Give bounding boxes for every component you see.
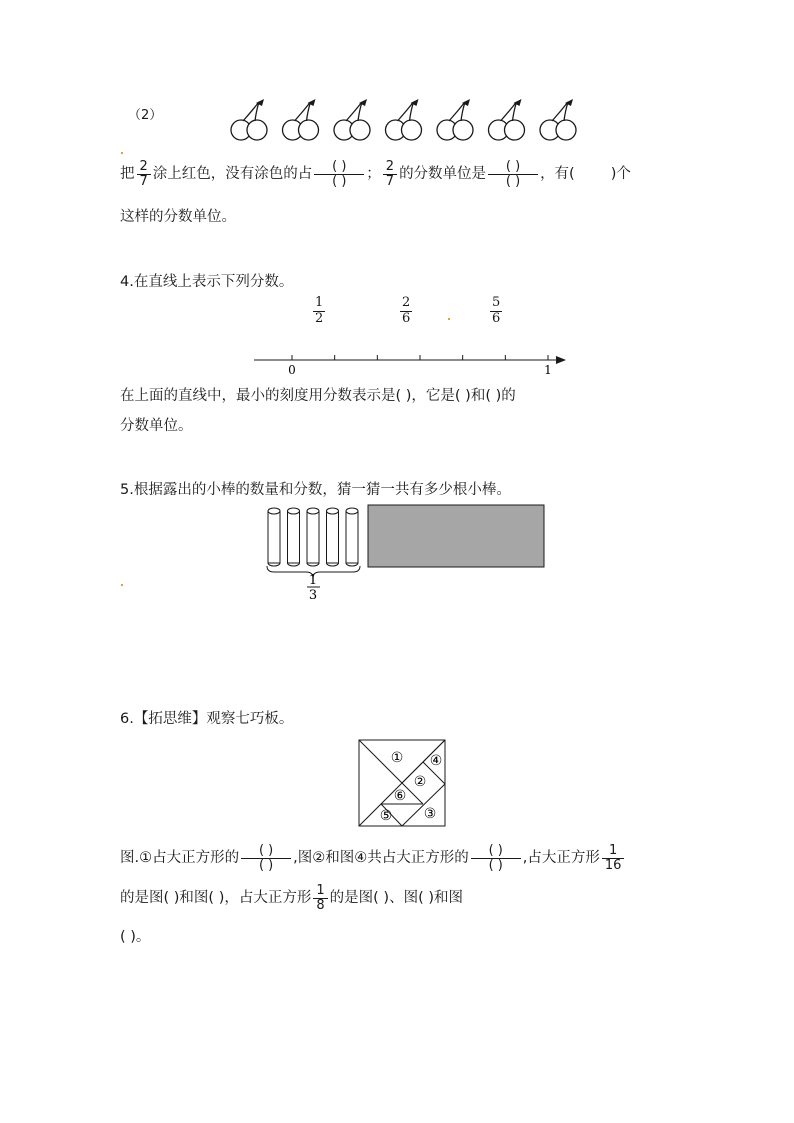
fraction-2-6: $\frac{2}{6}$ [402,295,411,326]
cherry-icon [540,99,576,140]
question-6-text-line3: ( )。 [120,929,151,945]
stick-fraction-den: 3 [308,588,318,602]
tangram-piece-3: ③ [423,806,437,822]
hidden-sticks-box [368,505,544,567]
tangram-piece-4: ④ [429,753,443,769]
fraction-2-7-b: $\frac{2}{7}$ [383,160,397,188]
question-4-title: 4.在直线上表示下列分数。 [120,274,294,290]
tangram-piece-6: ⑥ [393,788,407,804]
answer-blank-fraction[interactable]: $\frac{( )}{( )}$ [314,160,364,188]
section-label: （2） [128,108,163,123]
question-6-text-line2: 的是图( )和图( )，占大正方形 $\frac{1}{8}$ 的是图( )、图( )和图 [120,883,463,913]
fraction-1-16: $\frac{1}{16}$ [602,844,625,872]
number-line [250,348,570,378]
answer-blank-fraction-unit[interactable]: $\frac{( )}{( )}$ [488,160,538,188]
cherry-icon [437,99,473,140]
tangram-piece-2: ② [413,774,427,790]
stick [268,508,280,566]
question-2-text: 把 $\frac{2}{7}$ 涂上红色，没有涂色的占 $\frac{( )}{( )}$ ； $\frac{2}{7}$ 的分数单位是 $\frac{( )}{( )}$ ，有( )个 [120,159,631,189]
stick [307,508,319,566]
stick-fraction-num: 1 [308,573,318,588]
question-4-text: 在上面的直线中，最小的刻度用分数表示是( )，它是( )和( )的 [120,388,516,404]
cherry-icon [489,99,525,140]
answer-blank-piece1[interactable]: $\frac{( )}{( )}$ [241,844,291,872]
question-5-title: 5.根据露出的小棒的数量和分数，猜一猜一共有多少根小棒。 [120,482,511,498]
tangram-piece-5: ⑤ [379,808,393,824]
stick [346,508,358,566]
sticks-illustration [264,502,548,602]
stick [288,508,300,566]
fraction-5-6: $\frac{5}{6}$ [492,295,501,326]
question-2-text-line2: 这样的分数单位。 [120,209,236,225]
fraction-2-7: $\frac{2}{7}$ [137,160,151,188]
answer-blank-piece2-4[interactable]: $\frac{( )}{( )}$ [471,844,521,872]
tangram-piece-1: ① [390,750,404,766]
axis-label-one: 1 [544,363,552,377]
question-4-text-line2: 分数单位。 [120,418,193,434]
fraction-1-2: $\frac{1}{2}$ [315,295,324,326]
question-6-text-line1: 图.①占大正方形的 $\frac{( )}{( )}$ ,图②和图④共占大正方形的 $\frac{( )}{( )}$ ,占大正方形 $\frac{1}{16}$ [120,844,626,872]
cherry-icon [231,99,267,140]
cherry-icon [386,99,422,140]
cherry-icon [283,99,319,140]
question-6-title: 6.【拓思维】观察七巧板。 [120,711,294,727]
cherries-illustration [225,98,585,148]
stick [327,508,339,566]
tangram [357,738,449,828]
fraction-1-8: $\frac{1}{8}$ [313,884,327,912]
cherry-icon [334,99,370,140]
axis-label-zero: 0 [288,363,296,377]
